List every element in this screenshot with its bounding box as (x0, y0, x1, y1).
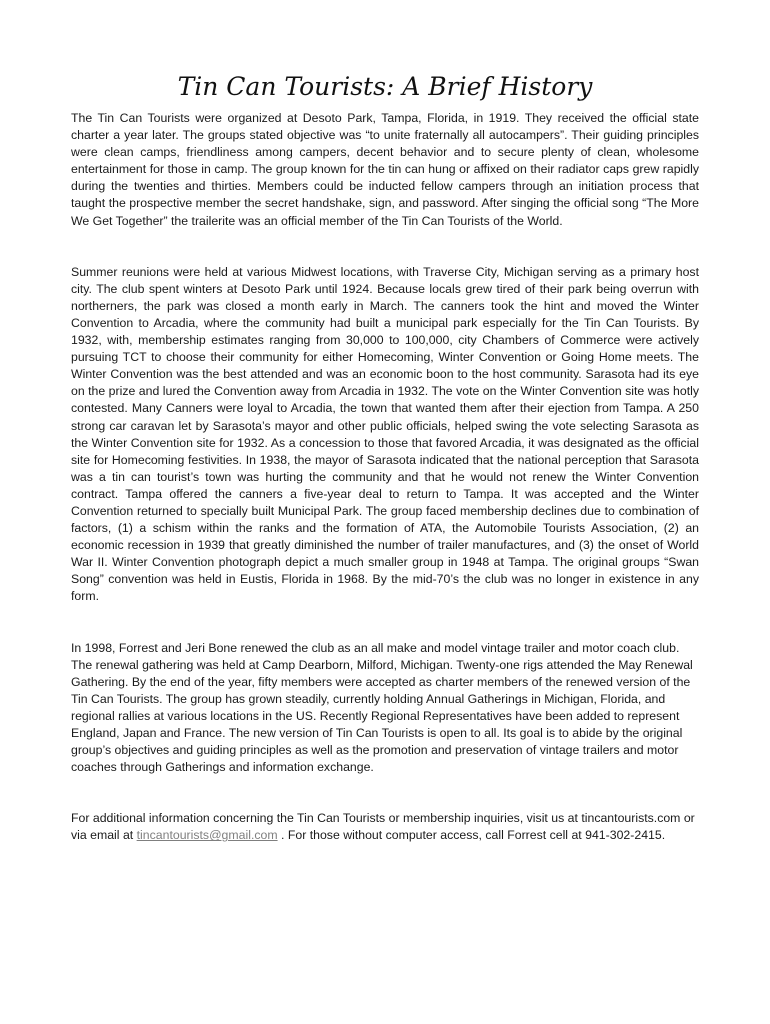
paragraph-conventions: Summer reunions were held at various Midwest locations, with Traverse City, Michigan serving as a primary host city. The club spent winters at Desoto Park until 1924. Because locals grew tired of their park being overrun with northerners, the park was closed a month early in March. The canners took the hint and moved the Winter Convention to Arcadia, where the community had built a municipal park especially for the Tin Can Tourists. By 1932, with, membership estimates ranging from 30,000 to 100,000, city Chambers of Commerce were actively pursuing TCT to choose their community for either Homecoming, Winter Convention or Going Home meets. The Winter Convention was the best attended and was an economic boon to the host community. Sarasota had its eye on the prize and lured the Convention away from Arcadia in 1932. The vote on the Winter Convention site was hotly contested. Many Canners were loyal to Arcadia, the town that wanted them after their ejection from Tampa. A 250 strong car caravan let by Sarasota’s mayor and other public officials, helped swing the vote selecting Sarasota as the Winter Convention site for 1932. As a concession to those that favored Arcadia, it was designated as the official site for Homecoming festivities. In 1938, the mayor of Sarasota indicated that the national perception that Sarasota was a tin can tourist’s town was hurting the community and that he would not renew the Winter Convention contract. Tampa offered the canners a five-year deal to return to Tampa. It was accepted and the Winter Convention returned to specially built Municipal Park. The group faced membership declines due to combination of factors, (1) a schism within the ranks and the formation of ATA, the Automobile Tourists Association, (2) an economic recession in 1939 that greatly diminished the number of trailer manufactures, and (3) the onset of World War II. Winter Convention photograph depict a much smaller group in 1948 at Tampa. The original groups “Swan Song” convention was held in Eustis, Florida in 1968. By the mid-70’s the club was no longer in existence in any form. (71, 264, 699, 604)
paragraph-contact (71, 810, 699, 844)
paragraph-history-origins: The Tin Can Tourists were organized at Desoto Park, Tampa, Florida, in 1919. They received the official state charter a year later. The groups stated objective was “to unite fraternally all autocampers”. Their guiding principles were clean camps, friendliness among campers, decent behavior and to secure plenty of clean, wholesome entertainment for those in camp. The group known for the tin can hung or affixed on their radiator caps grew rapidly during the twenties and thirties. Members could be inducted fellow campers through an initiation process that taught the prospective member the secret handshake, sign, and password. After singing the official song “The More We Get Together” the trailerite was an official member of the Tin Can Tourists of the World. (71, 111, 699, 228)
contact-text-before: For additional information concerning the Tin Can Tourists or membership inquiries, visit us at tincantourists.com or via email at (71, 811, 695, 843)
paragraph-renewal: In 1998, Forrest and Jeri Bone renewed the club as an all make and model vintage trailer and motor coach club. The renewal gathering was held at Camp Dearborn, Milford, Michigan. Twenty-one rigs attended the May Renewal Gathering. By the end of the year, fifty members were accepted as charter members of the renewed version of the Tin Can Tourists. The group has grown steadily, currently holding Annual Gatherings in Michigan, Florida, and regional rallies at various locations in the US. Recently Regional Representatives have been added to represent England, Japan and France. The new version of Tin Can Tourists is open to all. Its goal is to abide by the original group’s objectives and guiding principles as well as the promotion and preservation of vintage trailers and motor coaches through Gatherings and information exchange. (71, 640, 693, 775)
contact-text-after: . For those without computer access, call Forrest cell at 941-302-2415. (277, 828, 666, 843)
email-link[interactable]: tincantourists@gmail.com (136, 828, 278, 843)
document-title: Tin Can Tourists: A Brief History (177, 72, 593, 101)
document-page (71, 72, 699, 844)
